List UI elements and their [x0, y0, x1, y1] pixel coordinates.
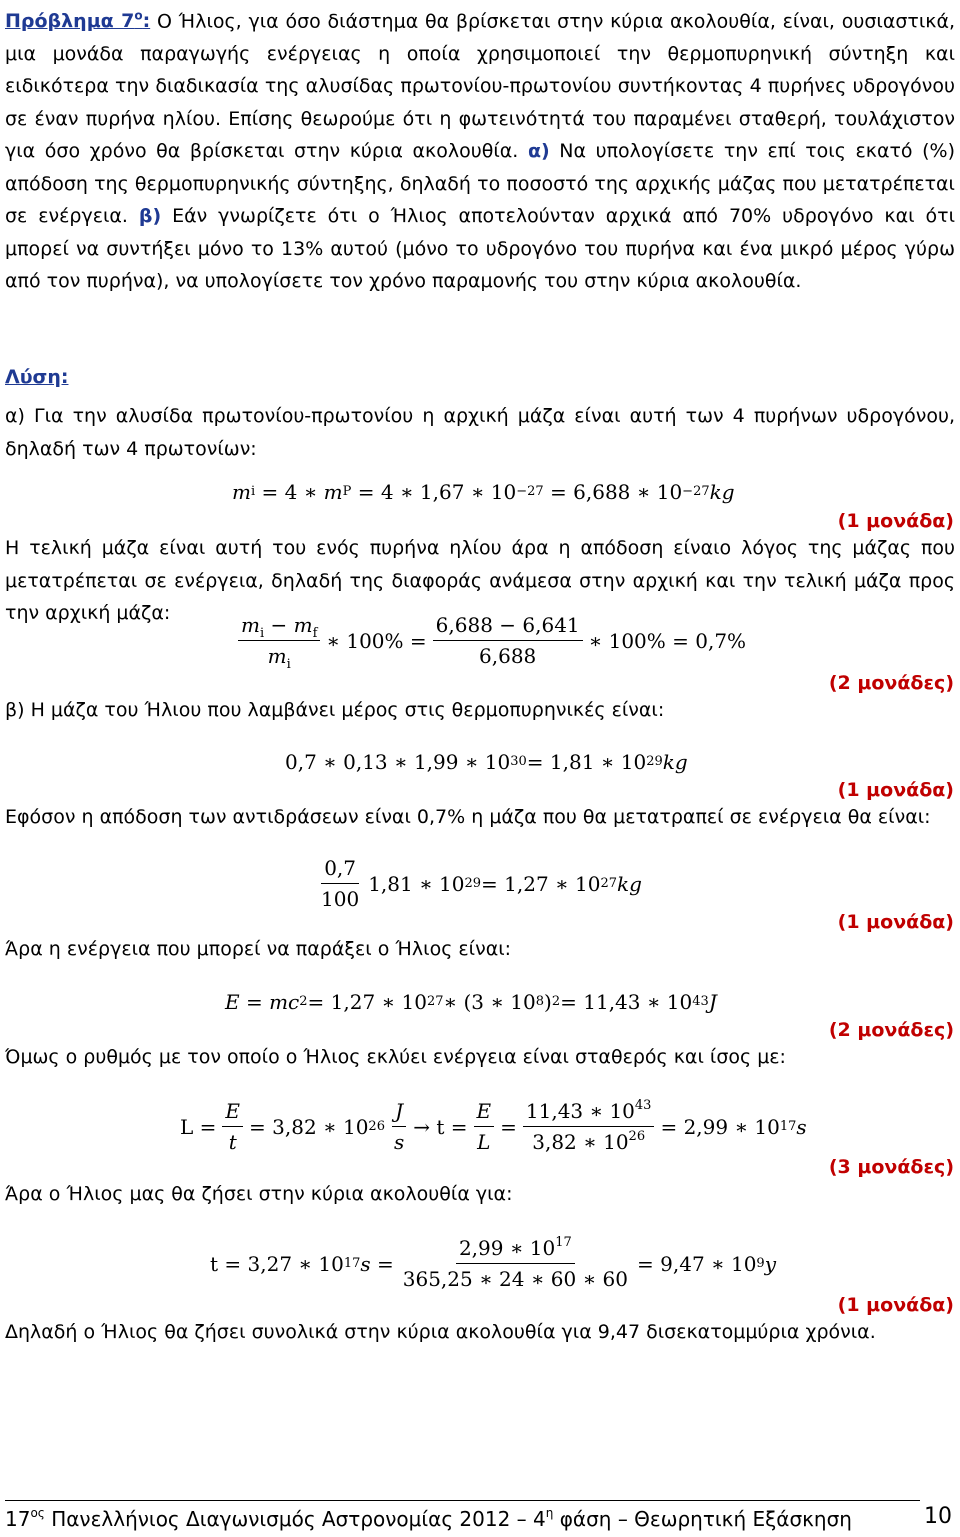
problem-label: Πρόβλημα $7^o$: — [5, 9, 151, 33]
part-b-text: Εάν γνωρίζετε ότι ο Ήλιος αποτελούνταν αρχικά από 70% υδρογόνο και ότι μπορεί να συντήξει μόνο το 13% αυτού (μόνο το υδρογόνο του πυρήνα και ένα μικρό μέρος γύρω από τον πυρήνα), να υπολογίσετε τον χρόνο παραμονής του στην κύρια ακολουθία. — [5, 205, 955, 293]
points-5: (2 μονάδες) — [828, 1019, 954, 1041]
points-3: (1 μονάδα) — [837, 779, 954, 801]
equation-efficiency: $\frac{m_i - m_f}{m_i}$ ∗ 100% = $\frac{6,688 - 6,641}{6,688}$ ∗ 100% = 0,7% — [232, 612, 746, 669]
solution-a-intro: α) Για την αλυσίδα πρωτονίου-πρωτονίου η αρχική μάζα είναι αυτή των 4 πυρήνων υδρογόνου, δηλαδή των 4 πρωτονίων: — [5, 405, 955, 460]
solution-b-text4: Όμως ο ρυθμός με τον οποίο ο Ήλιος εκλύει ενέργεια είναι σταθερός και ίσος με: — [5, 1046, 786, 1068]
points-7: (1 μονάδα) — [837, 1294, 954, 1316]
solution-b-text3: Άρα η ενέργεια που μπορεί να παράξει ο Ήλιος είναι: — [5, 938, 512, 960]
part-a-label: α) — [527, 140, 550, 163]
problem-text: Ο Ήλιος, για όσο διάστημα θα βρίσκεται στην κύρια ακολουθία, είναι, ουσιαστικά, μια μονάδα παραγωγής ενέργειας η οποία χρησιμοποιεί την θερμοπυρηνική σύντηξη και ειδικότερα την διαδικασία της αλυσίδας πρωτονίου-πρωτονίου συντήκοντας 4 πυρήνες υδρογόνου σε έναν πυρήνα ηλίου. Επίσης θεωρούμε ότι η φωτεινότητά του παραμένει σταθερή, τουλάχιστον για όσο χρόνο θα βρίσκεται στην κύρια ακολουθία. — [5, 10, 956, 163]
part-a-text: Να υπολογίσετε την επί τοις εκατό (%) απόδοση της θερμοπυρηνικής σύντηξης, δηλαδή το ποσοστό της αρχικής μάζας που μετατρέπεται σε ενέργεια. — [5, 140, 956, 228]
part-b-label: β) — [138, 205, 162, 228]
equation-converted-mass: $\frac{0,7}{100}$ 1,81 ∗ 10 29 = 1,27 ∗ 10 27 kg — [321, 856, 642, 911]
fraction-numeric: $\frac{6,688 - 6,641}{6,688}$ — [433, 612, 583, 669]
solution-b-text5: Άρα ο Ήλιος μας θα ζήσει στην κύρια ακολουθία για: — [5, 1183, 513, 1205]
solution-a-text2: Η τελική μάζα είναι αυτή του ενός πυρήνα ηλίου άρα η απόδοση είναιο λόγος της μάζας που μετατρέπεται σε ενέργεια, δηλαδή της διαφοράς ανάμεσα στην αρχική και την τελική μάζα προς την αρχική μάζα: — [5, 537, 955, 624]
points-6: (3 μονάδες) — [828, 1156, 954, 1178]
footer-title: $17^{o\varsigma}$ Πανελλήνιος Διαγωνισμός Αστρονομίας $2012 - 4^\eta$ φάση – Θεωρητική Εξάσκηση — [5, 1506, 852, 1531]
solution-conclusion: Δηλαδή ο Ήλιος θα ζήσει συνολικά στην κύρια ακολουθία για 9,47 δισεκατομμύρια χρόνια. — [5, 1321, 876, 1343]
page-number: 10 — [924, 1504, 952, 1529]
problem-statement — [5, 0, 955, 298]
points-4: (1 μονάδα) — [837, 911, 954, 933]
equation-fusion-mass: 0,7 ∗ 0,13 ∗ 1,99 ∗ 10 30 = 1,81 ∗ 10 29 kg — [285, 750, 688, 774]
points-2: (2 μονάδες) — [828, 672, 954, 694]
solution-b-intro: β) Η μάζα του Ήλιου που λαμβάνει μέρος στις θερμοπυρηνικές είναι: — [5, 699, 665, 721]
equation-lifetime: t = 3,27 ∗ 10 17 s = $\frac{2,99 ∗ 10^{17}}{365,25 ∗ 24 ∗ 60 ∗ 60}$ = 9,47 ∗ 10 9 y — [210, 1235, 777, 1291]
footer-rule — [5, 1500, 920, 1501]
fraction-mass-diff: $\frac{m_i - m_f}{m_i}$ — [238, 612, 320, 669]
equation-energy: E = mc 2 = 1,27 ∗ 10 27 ∗ (3 ∗ 10 8 ) 2 = 11,43 ∗ 10 43 J — [225, 990, 717, 1014]
points-1: (1 μονάδα) — [837, 510, 954, 532]
solution-heading: Λύση: — [5, 366, 69, 388]
equation-initial-mass: m i = 4 ∗ m P = 4 ∗ 1,67 ∗ 10 −27 = 6,688 ∗ 10 −27 kg — [232, 480, 735, 504]
equation-luminosity-time: L = $\frac{E}{t}$ = 3,82 ∗ 10 26 $\frac{J}{s}$ → t = $\frac{E}{L}$ = $\frac{11,43 ∗ 10^{43}}{3,82 ∗ 10^{26}}$ = 2,99 ∗ 10 17 s — [180, 1098, 807, 1154]
solution-b-text2: Εφόσον η απόδοση των αντιδράσεων είναι 0,7% η μάζα που θα μετατραπεί σε ενέργεια θα είναι: — [5, 806, 931, 828]
